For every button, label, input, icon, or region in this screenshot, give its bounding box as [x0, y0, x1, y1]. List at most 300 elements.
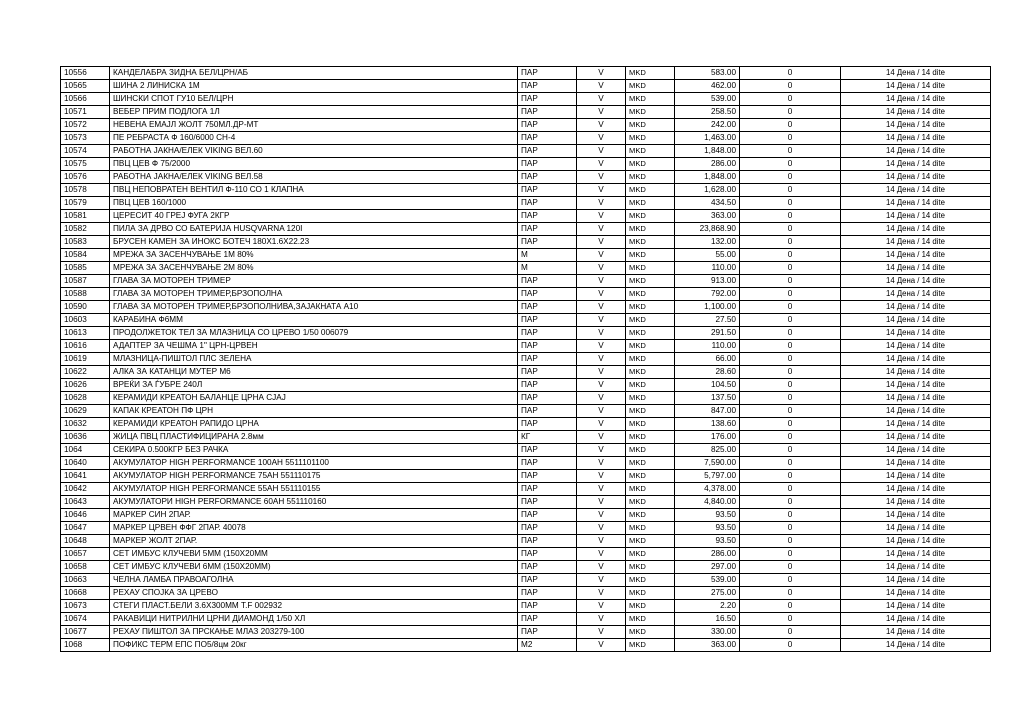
- item-name: КЕРАМИДИ КРЕАТОН БАЛАНЦЕ ЦРНА СЈАЈ: [110, 392, 518, 405]
- item-code: 10628: [61, 392, 110, 405]
- item-code: 10632: [61, 418, 110, 431]
- item-unit: ПАР: [518, 106, 577, 119]
- table-row: [61, 574, 991, 587]
- item-currency: MKD: [626, 171, 675, 184]
- item-code: 10579: [61, 197, 110, 210]
- item-unit: ПАР: [518, 119, 577, 132]
- item-vat-flag: V: [577, 483, 626, 496]
- item-code: 10626: [61, 379, 110, 392]
- table-row: [61, 470, 991, 483]
- item-unit: ПАР: [518, 210, 577, 223]
- item-quantity: 0: [740, 158, 841, 171]
- item-price: 330.00: [675, 626, 740, 639]
- item-unit: ПАР: [518, 275, 577, 288]
- item-code: 10668: [61, 587, 110, 600]
- item-code: 10574: [61, 145, 110, 158]
- item-name: МАРКЕР СИН 2ПАР.: [110, 509, 518, 522]
- item-name: ВЕБЕР ПРИМ ПОДЛОГА 1Л: [110, 106, 518, 119]
- item-price: 5,797.00: [675, 470, 740, 483]
- item-vat-flag: V: [577, 327, 626, 340]
- item-vat-flag: V: [577, 431, 626, 444]
- item-quantity: 0: [740, 379, 841, 392]
- table-row: [61, 171, 991, 184]
- item-code: 10647: [61, 522, 110, 535]
- item-vat-flag: V: [577, 626, 626, 639]
- item-currency: MKD: [626, 444, 675, 457]
- item-currency: MKD: [626, 366, 675, 379]
- item-vat-flag: V: [577, 496, 626, 509]
- item-delivery-time: 14 Дена / 14 dite: [841, 535, 991, 548]
- table-row: [61, 223, 991, 236]
- item-code: 10619: [61, 353, 110, 366]
- item-delivery-time: 14 Дена / 14 dite: [841, 587, 991, 600]
- item-delivery-time: 14 Дена / 14 dite: [841, 275, 991, 288]
- item-unit: ПАР: [518, 405, 577, 418]
- table-row: [61, 80, 991, 93]
- item-name: РАБОТНА ЈАКНА/ЕЛЕК VIKING ВЕЛ.60: [110, 145, 518, 158]
- item-vat-flag: V: [577, 613, 626, 626]
- table-row: [61, 67, 991, 80]
- table-row: [61, 548, 991, 561]
- item-code: 10585: [61, 262, 110, 275]
- item-code: 10581: [61, 210, 110, 223]
- item-currency: MKD: [626, 327, 675, 340]
- item-delivery-time: 14 Дена / 14 dite: [841, 574, 991, 587]
- item-price: 176.00: [675, 431, 740, 444]
- item-price: 291.50: [675, 327, 740, 340]
- item-price: 1,100.00: [675, 301, 740, 314]
- item-price: 297.00: [675, 561, 740, 574]
- item-name: ГЛАВА ЗА МОТОРЕН ТРИМЕР: [110, 275, 518, 288]
- item-quantity: 0: [740, 587, 841, 600]
- item-quantity: 0: [740, 522, 841, 535]
- item-name: МРЕЖА ЗА ЗАСЕНЧУВАЊЕ 1М 80%: [110, 249, 518, 262]
- item-unit: ПАР: [518, 587, 577, 600]
- item-code: 10588: [61, 288, 110, 301]
- item-delivery-time: 14 Дена / 14 dite: [841, 132, 991, 145]
- item-unit: ПАР: [518, 236, 577, 249]
- item-currency: MKD: [626, 561, 675, 574]
- table-row: [61, 509, 991, 522]
- item-code: 10642: [61, 483, 110, 496]
- item-price: 132.00: [675, 236, 740, 249]
- item-quantity: 0: [740, 444, 841, 457]
- table-row: [61, 444, 991, 457]
- item-unit: ПАР: [518, 535, 577, 548]
- item-delivery-time: 14 Дена / 14 dite: [841, 353, 991, 366]
- item-vat-flag: V: [577, 197, 626, 210]
- item-code: 10641: [61, 470, 110, 483]
- item-name: ПРОДОЛЖЕТОК ТЕЛ ЗА МЛАЗНИЦА СО ЦРЕВО 1/50 006079: [110, 327, 518, 340]
- table-row: [61, 431, 991, 444]
- item-quantity: 0: [740, 613, 841, 626]
- item-name: МРЕЖА ЗА ЗАСЕНЧУВАЊЕ 2М 80%: [110, 262, 518, 275]
- item-quantity: 0: [740, 106, 841, 119]
- table-row: [61, 249, 991, 262]
- item-vat-flag: V: [577, 210, 626, 223]
- item-delivery-time: 14 Дена / 14 dite: [841, 119, 991, 132]
- item-name: АДАПТЕР ЗА ЧЕШМА 1" ЦРН-ЦРВЕН: [110, 340, 518, 353]
- item-delivery-time: 14 Дена / 14 dite: [841, 340, 991, 353]
- item-delivery-time: 14 Дена / 14 dite: [841, 457, 991, 470]
- item-name: АКУМУЛАТОР HIGH PERFORMANCE 55AH 551110155: [110, 483, 518, 496]
- item-unit: М2: [518, 639, 577, 652]
- item-quantity: 0: [740, 301, 841, 314]
- item-quantity: 0: [740, 67, 841, 80]
- item-currency: MKD: [626, 288, 675, 301]
- item-unit: ПАР: [518, 145, 577, 158]
- item-code: 10640: [61, 457, 110, 470]
- item-quantity: 0: [740, 431, 841, 444]
- item-unit: ПАР: [518, 197, 577, 210]
- item-currency: MKD: [626, 184, 675, 197]
- item-price: 2.20: [675, 600, 740, 613]
- item-vat-flag: V: [577, 353, 626, 366]
- item-vat-flag: V: [577, 561, 626, 574]
- item-quantity: 0: [740, 457, 841, 470]
- item-quantity: 0: [740, 249, 841, 262]
- item-code: 10578: [61, 184, 110, 197]
- table-row: [61, 613, 991, 626]
- table-row: [61, 561, 991, 574]
- item-unit: ПАР: [518, 288, 577, 301]
- item-price: 1,848.00: [675, 171, 740, 184]
- table-row: [61, 301, 991, 314]
- item-delivery-time: 14 Дена / 14 dite: [841, 327, 991, 340]
- item-quantity: 0: [740, 535, 841, 548]
- item-currency: MKD: [626, 574, 675, 587]
- item-code: 10587: [61, 275, 110, 288]
- item-price: 539.00: [675, 93, 740, 106]
- item-code: 10622: [61, 366, 110, 379]
- table-row: [61, 496, 991, 509]
- item-currency: MKD: [626, 145, 675, 158]
- item-vat-flag: V: [577, 418, 626, 431]
- item-delivery-time: 14 Дена / 14 dite: [841, 509, 991, 522]
- item-price: 1,463.00: [675, 132, 740, 145]
- table-row: [61, 327, 991, 340]
- item-name: МЛАЗНИЦА-ПИШТОЛ ПЛС ЗЕЛЕНА: [110, 353, 518, 366]
- item-vat-flag: V: [577, 249, 626, 262]
- item-code: 10566: [61, 93, 110, 106]
- table-row: [61, 197, 991, 210]
- item-quantity: 0: [740, 223, 841, 236]
- item-unit: ПАР: [518, 67, 577, 80]
- item-unit: ПАР: [518, 626, 577, 639]
- item-quantity: 0: [740, 353, 841, 366]
- item-code: 10646: [61, 509, 110, 522]
- item-quantity: 0: [740, 340, 841, 353]
- item-delivery-time: 14 Дена / 14 dite: [841, 184, 991, 197]
- item-quantity: 0: [740, 626, 841, 639]
- item-currency: MKD: [626, 392, 675, 405]
- item-delivery-time: 14 Дена / 14 dite: [841, 301, 991, 314]
- item-unit: ПАР: [518, 132, 577, 145]
- table-row: [61, 379, 991, 392]
- item-quantity: 0: [740, 80, 841, 93]
- item-name: АКУМУЛАТОРИ HIGH PERFORMANCE 60AH 551110160: [110, 496, 518, 509]
- item-unit: ПАР: [518, 470, 577, 483]
- item-currency: MKD: [626, 587, 675, 600]
- item-price: 242.00: [675, 119, 740, 132]
- table-row: [61, 275, 991, 288]
- table-row: [61, 210, 991, 223]
- item-unit: КГ: [518, 431, 577, 444]
- item-unit: ПАР: [518, 223, 577, 236]
- item-name: ШИНСКИ СПОТ ГУ10 БЕЛ/ЦРН: [110, 93, 518, 106]
- item-code: 10565: [61, 80, 110, 93]
- item-currency: MKD: [626, 483, 675, 496]
- table-row: [61, 132, 991, 145]
- item-delivery-time: 14 Дена / 14 dite: [841, 470, 991, 483]
- item-currency: MKD: [626, 639, 675, 652]
- item-currency: MKD: [626, 496, 675, 509]
- item-price: 286.00: [675, 158, 740, 171]
- item-vat-flag: V: [577, 301, 626, 314]
- item-price: 28.60: [675, 366, 740, 379]
- item-currency: MKD: [626, 301, 675, 314]
- item-price: 1,848.00: [675, 145, 740, 158]
- item-unit: ПАР: [518, 340, 577, 353]
- item-name: АЛКА ЗА КАТАНЦИ МУТЕР М6: [110, 366, 518, 379]
- item-code: 10673: [61, 600, 110, 613]
- item-name: РАКАВИЦИ НИТРИЛНИ ЦРНИ ДИАМОНД 1/50 ХЛ: [110, 613, 518, 626]
- item-currency: MKD: [626, 522, 675, 535]
- item-unit: ПАР: [518, 379, 577, 392]
- table-row: [61, 158, 991, 171]
- item-price: 93.50: [675, 522, 740, 535]
- item-price: 110.00: [675, 262, 740, 275]
- item-unit: ПАР: [518, 314, 577, 327]
- item-name: РЕХАУ СПОЈКА ЗА ЦРЕВО: [110, 587, 518, 600]
- item-name: ВРЕЌИ ЗА ЃУБРЕ 240Л: [110, 379, 518, 392]
- item-unit: ПАР: [518, 184, 577, 197]
- item-unit: ПАР: [518, 301, 577, 314]
- item-delivery-time: 14 Дена / 14 dite: [841, 561, 991, 574]
- table-row: [61, 184, 991, 197]
- item-name: ПЕ РЕБРАСТА Ф 160/6000 СН-4: [110, 132, 518, 145]
- item-vat-flag: V: [577, 457, 626, 470]
- item-delivery-time: 14 Дена / 14 dite: [841, 106, 991, 119]
- item-unit: ПАР: [518, 522, 577, 535]
- item-price: 363.00: [675, 210, 740, 223]
- item-code: 10571: [61, 106, 110, 119]
- item-quantity: 0: [740, 600, 841, 613]
- item-vat-flag: V: [577, 132, 626, 145]
- item-vat-flag: V: [577, 145, 626, 158]
- item-unit: ПАР: [518, 574, 577, 587]
- item-vat-flag: V: [577, 548, 626, 561]
- item-quantity: 0: [740, 210, 841, 223]
- item-vat-flag: V: [577, 587, 626, 600]
- item-unit: ПАР: [518, 392, 577, 405]
- item-currency: MKD: [626, 106, 675, 119]
- item-currency: MKD: [626, 132, 675, 145]
- item-price: 462.00: [675, 80, 740, 93]
- item-quantity: 0: [740, 548, 841, 561]
- item-code: 10576: [61, 171, 110, 184]
- table-row: [61, 262, 991, 275]
- item-code: 10573: [61, 132, 110, 145]
- item-price: 137.50: [675, 392, 740, 405]
- item-delivery-time: 14 Дена / 14 dite: [841, 93, 991, 106]
- item-unit: ПАР: [518, 561, 577, 574]
- item-quantity: 0: [740, 574, 841, 587]
- table-row: [61, 392, 991, 405]
- item-name: МАРКЕР ЦРВЕН ФФГ 2ПАР. 40078: [110, 522, 518, 535]
- item-currency: MKD: [626, 340, 675, 353]
- item-price: 16.50: [675, 613, 740, 626]
- item-currency: MKD: [626, 509, 675, 522]
- item-vat-flag: V: [577, 574, 626, 587]
- item-currency: MKD: [626, 80, 675, 93]
- table-row: [61, 600, 991, 613]
- item-delivery-time: 14 Дена / 14 dite: [841, 262, 991, 275]
- table-row: [61, 366, 991, 379]
- item-currency: MKD: [626, 535, 675, 548]
- item-unit: М: [518, 249, 577, 262]
- item-delivery-time: 14 Дена / 14 dite: [841, 431, 991, 444]
- item-currency: MKD: [626, 379, 675, 392]
- item-price: 286.00: [675, 548, 740, 561]
- item-currency: MKD: [626, 457, 675, 470]
- item-delivery-time: 14 Дена / 14 dite: [841, 639, 991, 652]
- item-code: 10582: [61, 223, 110, 236]
- item-code: 1064: [61, 444, 110, 457]
- table-row: [61, 418, 991, 431]
- item-code: 10583: [61, 236, 110, 249]
- item-vat-flag: V: [577, 93, 626, 106]
- item-currency: MKD: [626, 67, 675, 80]
- table-row: [61, 314, 991, 327]
- item-name: ЖИЦА ПВЦ ПЛАСТИФИЦИРАНА 2.8мм: [110, 431, 518, 444]
- item-code: 10603: [61, 314, 110, 327]
- item-quantity: 0: [740, 197, 841, 210]
- item-price: 825.00: [675, 444, 740, 457]
- item-currency: MKD: [626, 197, 675, 210]
- item-unit: ПАР: [518, 353, 577, 366]
- table-row: [61, 522, 991, 535]
- item-quantity: 0: [740, 405, 841, 418]
- table-row: [61, 457, 991, 470]
- item-price: 93.50: [675, 509, 740, 522]
- item-code: 10636: [61, 431, 110, 444]
- item-currency: MKD: [626, 249, 675, 262]
- table-row: [61, 340, 991, 353]
- item-delivery-time: 14 Дена / 14 dite: [841, 249, 991, 262]
- item-price: 792.00: [675, 288, 740, 301]
- table-row: [61, 535, 991, 548]
- item-price: 138.60: [675, 418, 740, 431]
- price-list-table: [60, 66, 991, 652]
- item-delivery-time: 14 Дена / 14 dite: [841, 444, 991, 457]
- item-code: 10629: [61, 405, 110, 418]
- item-delivery-time: 14 Дена / 14 dite: [841, 171, 991, 184]
- table-row: [61, 587, 991, 600]
- item-name: СТЕГИ ПЛАСТ.БЕЛИ 3.6Х300ММ Т.F 002932: [110, 600, 518, 613]
- item-price: 4,840.00: [675, 496, 740, 509]
- item-currency: MKD: [626, 431, 675, 444]
- item-price: 1,628.00: [675, 184, 740, 197]
- table-row: [61, 93, 991, 106]
- item-price: 847.00: [675, 405, 740, 418]
- item-vat-flag: V: [577, 314, 626, 327]
- item-delivery-time: 14 Дена / 14 dite: [841, 613, 991, 626]
- item-name: КАПАК КРЕАТОН ПФ ЦРН: [110, 405, 518, 418]
- item-quantity: 0: [740, 509, 841, 522]
- item-delivery-time: 14 Дена / 14 dite: [841, 197, 991, 210]
- item-delivery-time: 14 Дена / 14 dite: [841, 314, 991, 327]
- item-vat-flag: V: [577, 67, 626, 80]
- item-price: 4,378.00: [675, 483, 740, 496]
- item-name: ГЛАВА ЗА МОТОРЕН ТРИМЕР,БРЗОПОЛНИВА,ЗАЈАКНАТА А10: [110, 301, 518, 314]
- item-price: 110.00: [675, 340, 740, 353]
- price-list-body: [61, 67, 991, 652]
- item-quantity: 0: [740, 392, 841, 405]
- item-price: 23,868.90: [675, 223, 740, 236]
- item-unit: ПАР: [518, 509, 577, 522]
- item-vat-flag: V: [577, 80, 626, 93]
- item-unit: ПАР: [518, 366, 577, 379]
- item-delivery-time: 14 Дена / 14 dite: [841, 626, 991, 639]
- item-price: 27.50: [675, 314, 740, 327]
- item-name: РАБОТНА ЈАКНА/ЕЛЕК VIKING ВЕЛ.58: [110, 171, 518, 184]
- item-delivery-time: 14 Дена / 14 dite: [841, 158, 991, 171]
- item-name: ГЛАВА ЗА МОТОРЕН ТРИМЕР,БРЗОПОЛНА: [110, 288, 518, 301]
- item-delivery-time: 14 Дена / 14 dite: [841, 210, 991, 223]
- item-quantity: 0: [740, 470, 841, 483]
- price-list-sheet: [60, 66, 964, 652]
- item-currency: MKD: [626, 405, 675, 418]
- item-delivery-time: 14 Дена / 14 dite: [841, 236, 991, 249]
- item-code: 10575: [61, 158, 110, 171]
- item-name: РЕХАУ ПИШТОЛ ЗА ПРСКАЊЕ МЛАЗ 203279-100: [110, 626, 518, 639]
- item-vat-flag: V: [577, 639, 626, 652]
- item-vat-flag: V: [577, 392, 626, 405]
- item-code: 10674: [61, 613, 110, 626]
- table-row: [61, 106, 991, 119]
- item-name: СЕТ ИМБУС КЛУЧЕВИ 5ММ (150Х20ММ: [110, 548, 518, 561]
- item-quantity: 0: [740, 288, 841, 301]
- item-vat-flag: V: [577, 379, 626, 392]
- item-name: НЕВЕНА ЕМАЈЛ ЖОЛТ 750МЛ.ДР-МТ: [110, 119, 518, 132]
- item-code: 10643: [61, 496, 110, 509]
- item-delivery-time: 14 Дена / 14 dite: [841, 366, 991, 379]
- item-currency: MKD: [626, 158, 675, 171]
- item-unit: ПАР: [518, 93, 577, 106]
- item-unit: ПАР: [518, 600, 577, 613]
- item-vat-flag: V: [577, 106, 626, 119]
- item-price: 93.50: [675, 535, 740, 548]
- item-delivery-time: 14 Дена / 14 dite: [841, 405, 991, 418]
- item-vat-flag: V: [577, 184, 626, 197]
- item-code: 10584: [61, 249, 110, 262]
- item-vat-flag: V: [577, 600, 626, 613]
- item-code: 10572: [61, 119, 110, 132]
- item-currency: MKD: [626, 236, 675, 249]
- item-name: КАНДЕЛАБРА ЗИДНА БЕЛ/ЦРН/АБ: [110, 67, 518, 80]
- item-price: 258.50: [675, 106, 740, 119]
- item-currency: MKD: [626, 548, 675, 561]
- item-code: 10677: [61, 626, 110, 639]
- item-quantity: 0: [740, 236, 841, 249]
- item-vat-flag: V: [577, 171, 626, 184]
- table-row: [61, 626, 991, 639]
- table-row: [61, 639, 991, 652]
- item-quantity: 0: [740, 93, 841, 106]
- item-quantity: 0: [740, 639, 841, 652]
- item-vat-flag: V: [577, 119, 626, 132]
